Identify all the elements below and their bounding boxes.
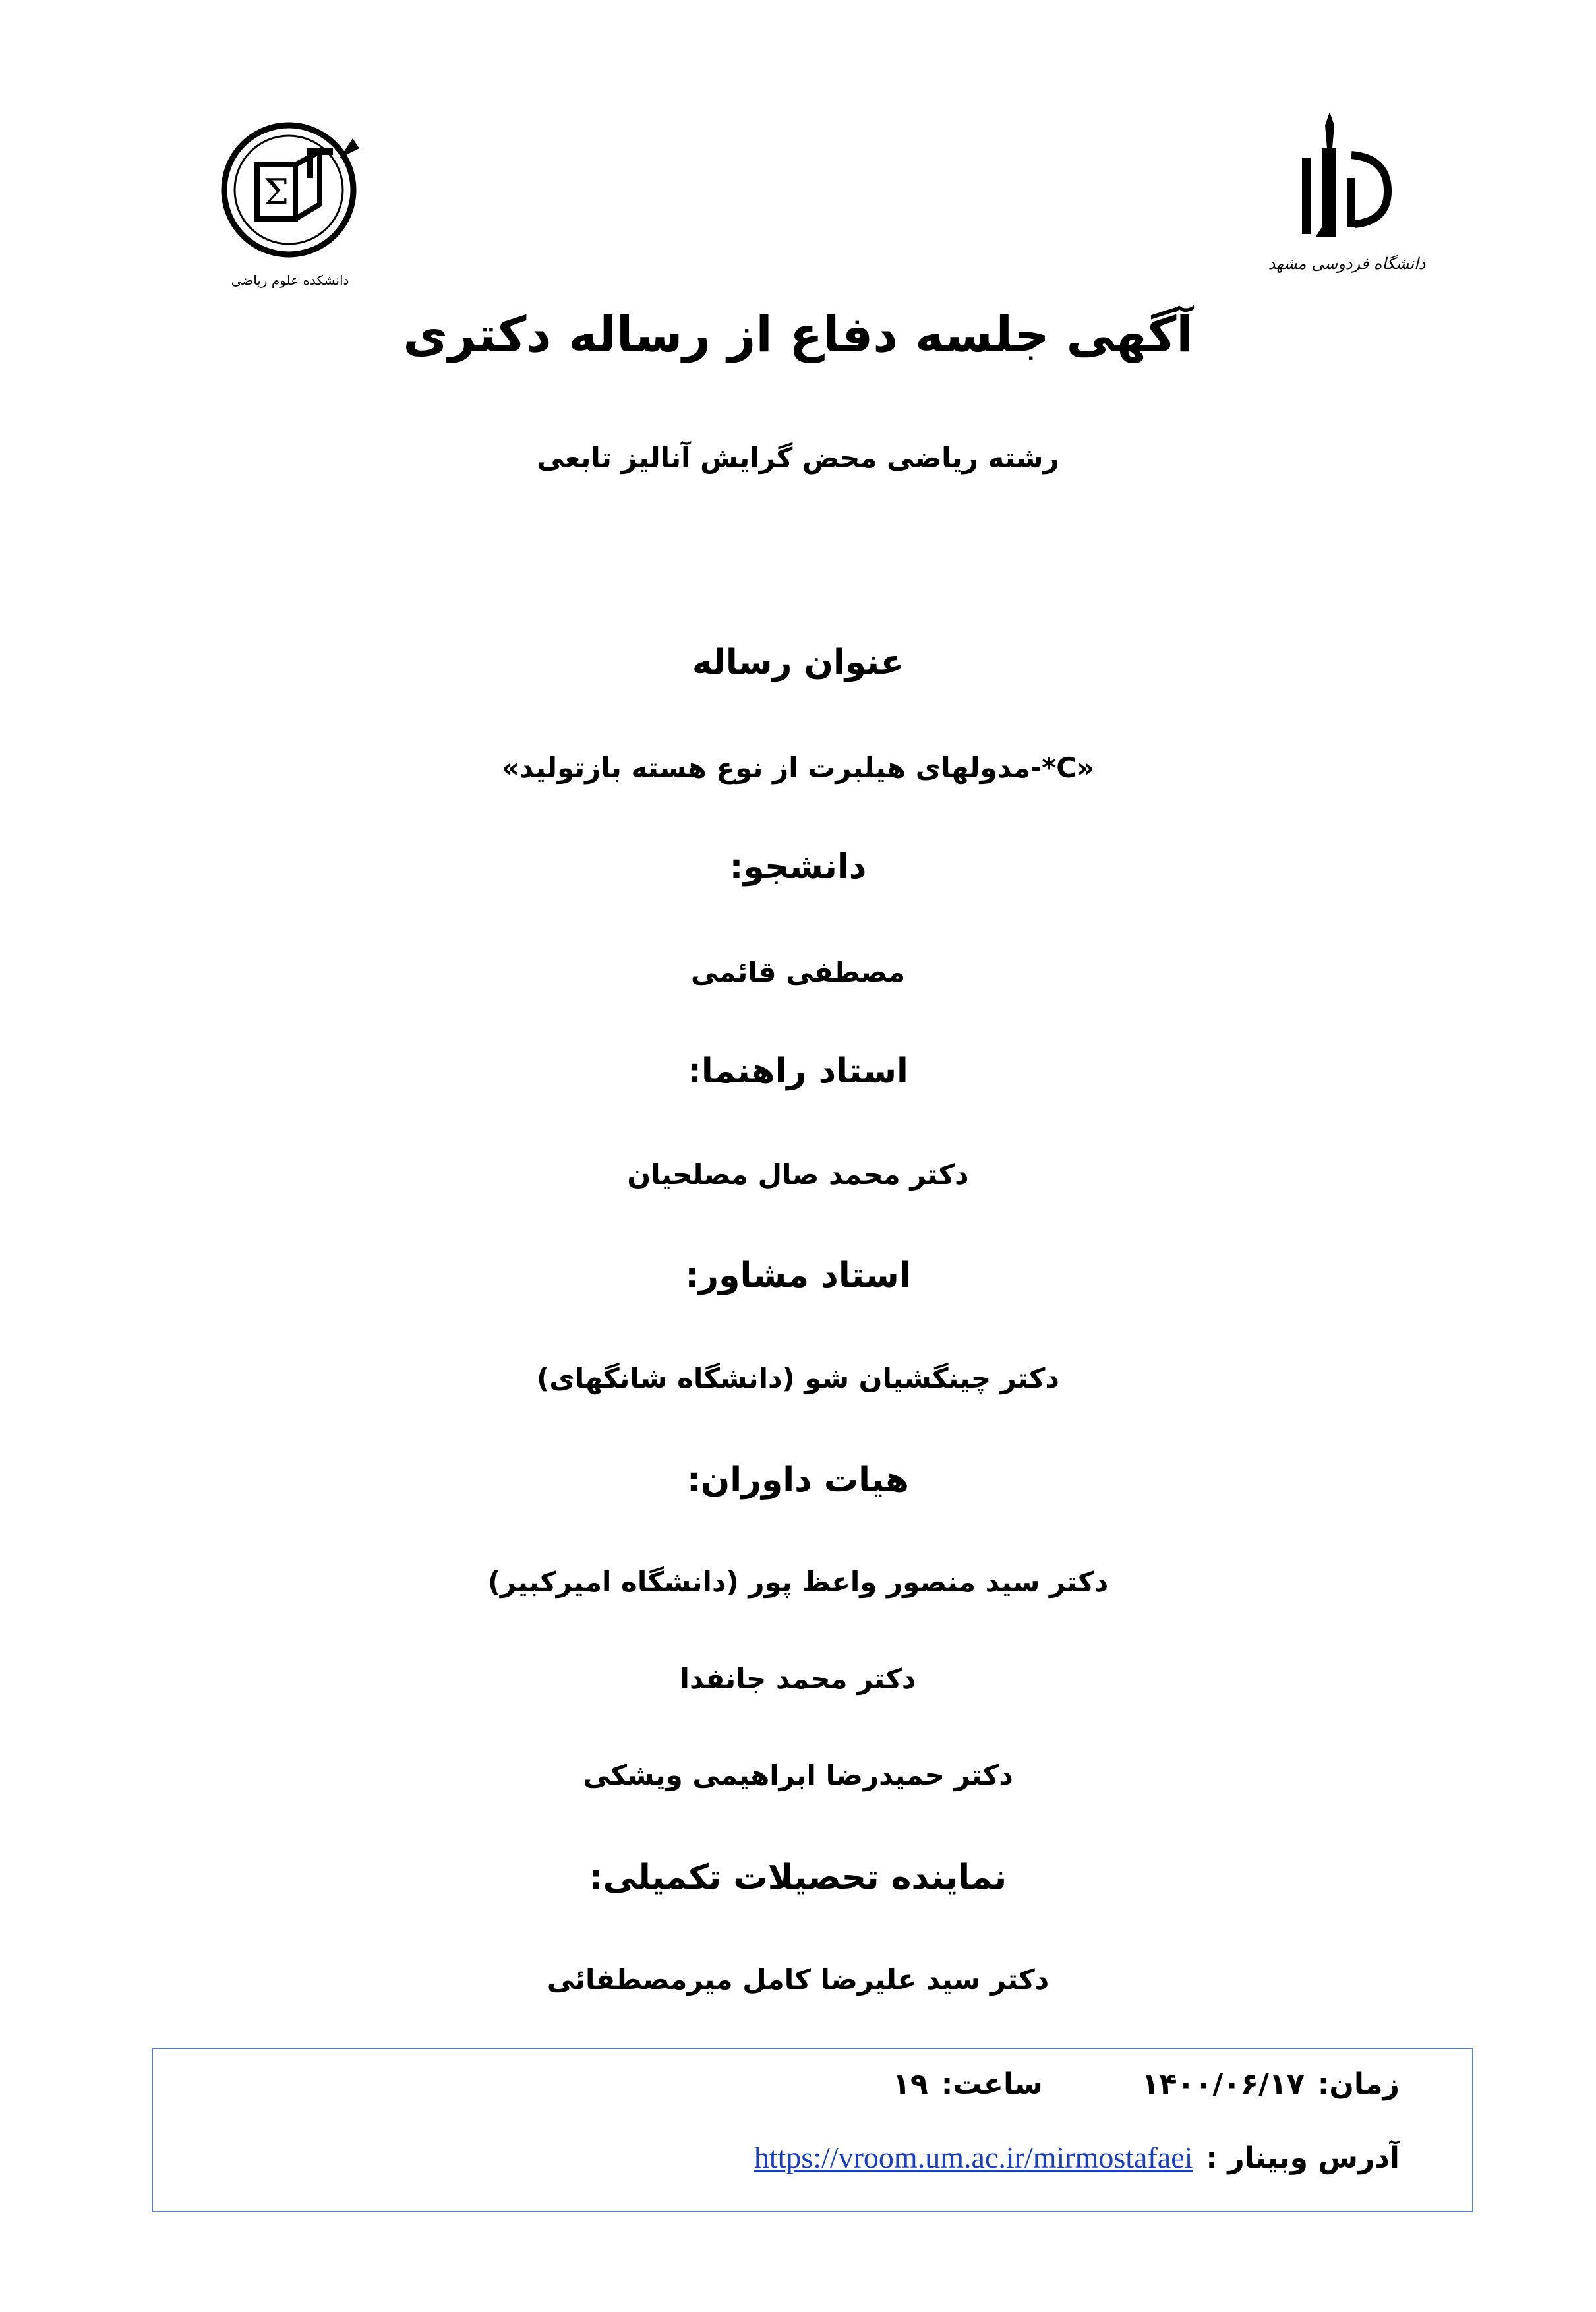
referee-name: دکتر سید منصور واعظ پور (دانشگاه امیرکبیر) (487, 1566, 1109, 1598)
thesis-title-value: «C*-مدولهای هیلبرت از نوع هسته بازتولید» (501, 752, 1095, 784)
time-value: ۱۹ (893, 2067, 928, 2101)
date-value: ۱۴۰۰/۰۶/۱۷ (1141, 2067, 1305, 2101)
thesis-title-heading: عنوان رساله (692, 643, 904, 682)
date-time-row (893, 2067, 1400, 2101)
referee-name: دکتر محمد جانفدا (680, 1663, 916, 1695)
supervisor-name: دکتر محمد صال مصلحیان (627, 1158, 969, 1191)
page-subtitle: رشته ریاضی محض گرایش آنالیز تابعی (537, 442, 1059, 474)
student-name: مصطفی قائمی (690, 956, 906, 988)
referees-heading: هیات داوران: (687, 1460, 909, 1500)
university-caption: دانشگاه فردوسی مشهد (1268, 254, 1426, 273)
supervisor-heading: استاد راهنما: (688, 1052, 908, 1091)
referee-name: دکتر حمیدرضا ابراهیمی ویشکی (583, 1759, 1013, 1791)
webinar-address-row (754, 2140, 1400, 2175)
page-title: آگهی جلسه دفاع از رساله دکتری (403, 307, 1193, 363)
session-info-box (152, 2048, 1473, 2212)
webinar-address-label: آدرس وبینار : (1206, 2141, 1400, 2175)
graduate-representative-heading: نماینده تحصیلات تکمیلی: (589, 1858, 1007, 1897)
graduate-representative-name: دکتر سید علیرضا کامل میرمصطفائی (547, 1963, 1049, 1996)
date-label: زمان: (1317, 2067, 1400, 2101)
time-label: ساعت: (941, 2067, 1043, 2101)
advisor-name: دکتر چینگشیان شو (دانشگاه شانگهای) (537, 1362, 1059, 1394)
svg-text:Σ: Σ (263, 171, 289, 213)
math-faculty-caption: دانشکده علوم ریاضی (231, 272, 349, 288)
webinar-link[interactable]: https://vroom.um.ac.ir/mirmostafaei (754, 2141, 1193, 2174)
math-faculty-logo (211, 112, 369, 290)
advisor-heading: استاد مشاور: (685, 1256, 911, 1295)
student-heading: دانشجو: (729, 847, 867, 887)
ferdowsi-university-logo (1268, 112, 1426, 283)
